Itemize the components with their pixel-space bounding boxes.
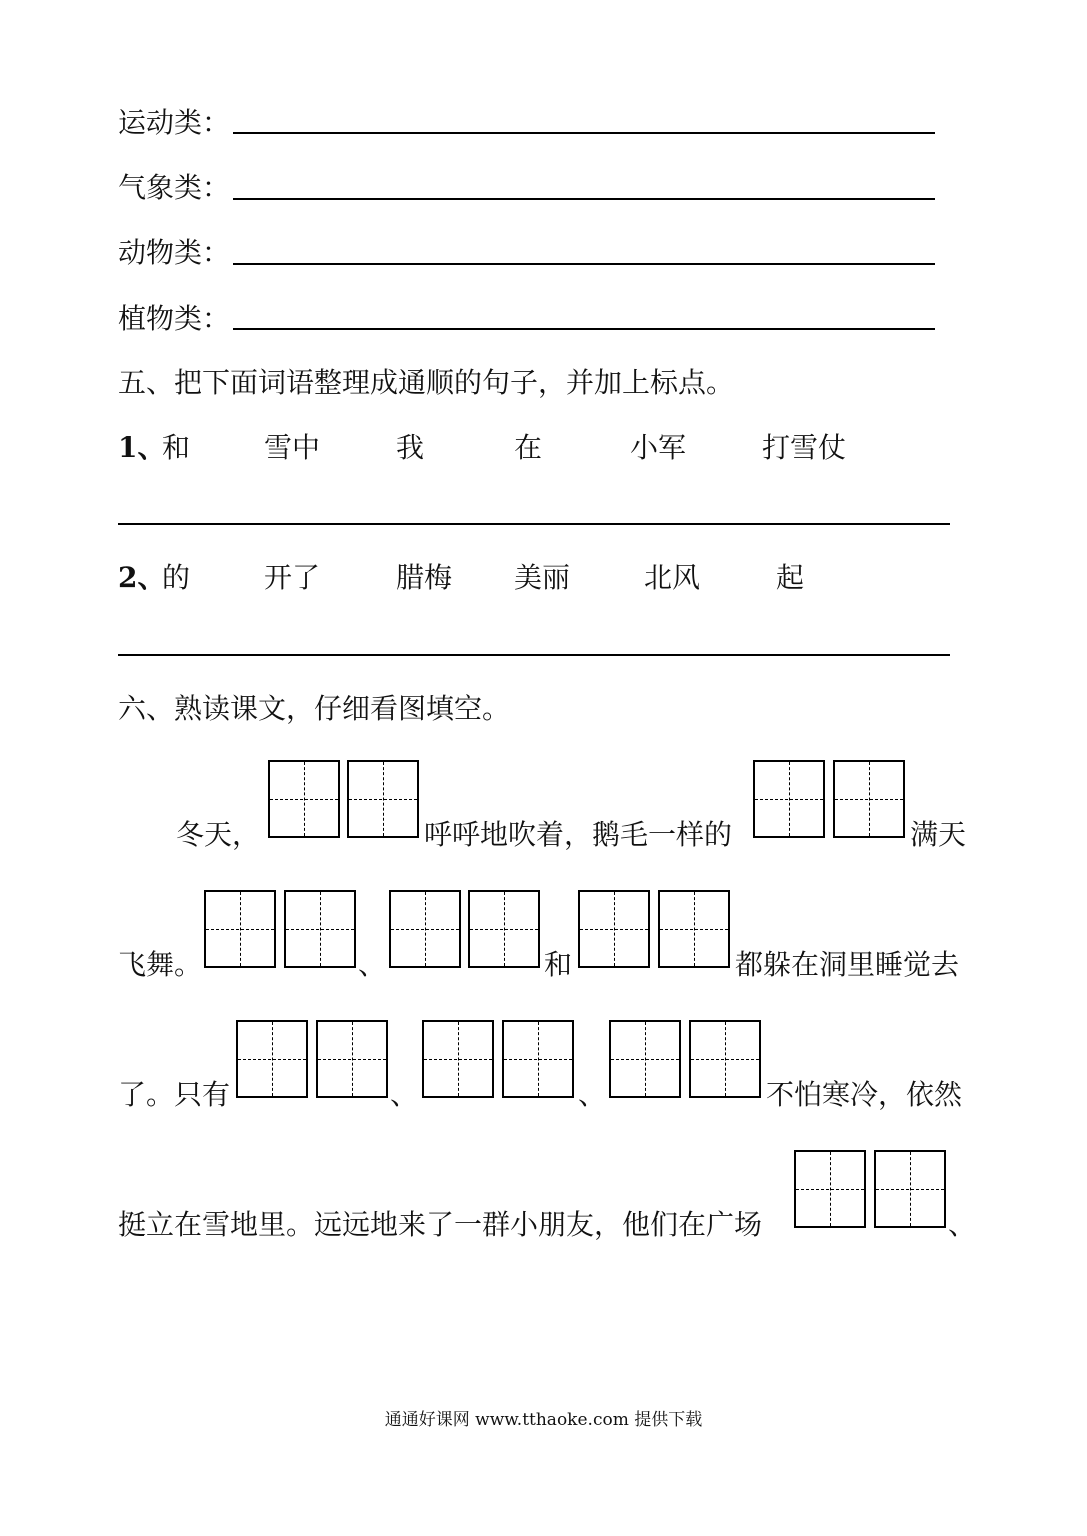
item1-word: 我 bbox=[396, 431, 425, 464]
item2-word: 起 bbox=[776, 561, 805, 594]
tianzige-box[interactable] bbox=[689, 1020, 761, 1098]
item2-word: 腊梅 bbox=[396, 561, 453, 594]
tianzige-box[interactable] bbox=[753, 760, 825, 838]
category-label-plants: 植物类： bbox=[118, 302, 231, 335]
tianzige-box[interactable] bbox=[468, 890, 540, 968]
item1-word: 在 bbox=[514, 431, 543, 464]
passage-text: 呼呼地吹着，鹅毛一样的 bbox=[424, 818, 733, 851]
category-label-sports: 运动类： bbox=[118, 106, 231, 139]
tianzige-box[interactable] bbox=[794, 1150, 866, 1228]
answer-line-weather[interactable] bbox=[233, 198, 935, 200]
answer-line-sports[interactable] bbox=[233, 132, 935, 134]
tianzige-box[interactable] bbox=[236, 1020, 308, 1098]
item2-word: 开了 bbox=[264, 561, 321, 594]
item2-word: 美丽 bbox=[514, 561, 571, 594]
separator: 、 bbox=[578, 1078, 607, 1111]
item1-word: 和 bbox=[162, 431, 191, 464]
answer-line-plants[interactable] bbox=[233, 328, 935, 330]
tianzige-box[interactable] bbox=[316, 1020, 388, 1098]
item1-word: 打雪仗 bbox=[762, 431, 847, 464]
item1-number: 1、 bbox=[118, 431, 166, 464]
section6-heading: 六、熟读课文，仔细看图填空。 bbox=[118, 692, 511, 725]
category-label-animals: 动物类： bbox=[118, 236, 231, 269]
item2-word: 北风 bbox=[644, 561, 701, 594]
passage-text: 挺立在雪地里。远远地来了一群小朋友，他们在广场 bbox=[118, 1208, 763, 1241]
item1-word: 小军 bbox=[630, 431, 687, 464]
tianzige-box[interactable] bbox=[658, 890, 730, 968]
separator: 和 bbox=[544, 948, 573, 981]
tianzige-box[interactable] bbox=[204, 890, 276, 968]
passage-text: 了。只有 bbox=[118, 1078, 231, 1111]
tianzige-box[interactable] bbox=[422, 1020, 494, 1098]
tianzige-box[interactable] bbox=[347, 760, 419, 838]
item1-answer-line[interactable] bbox=[118, 523, 950, 525]
passage-text: 冬天， bbox=[176, 818, 261, 851]
passage-text: 都躲在洞里睡觉去 bbox=[735, 948, 960, 981]
item2-number: 2、 bbox=[118, 561, 166, 594]
tianzige-box[interactable] bbox=[833, 760, 905, 838]
separator: 、 bbox=[390, 1078, 419, 1111]
separator: 、 bbox=[948, 1208, 977, 1241]
item2-word: 的 bbox=[162, 561, 191, 594]
tianzige-box[interactable] bbox=[874, 1150, 946, 1228]
separator: 、 bbox=[358, 948, 387, 981]
passage-text: 飞舞。 bbox=[118, 948, 203, 981]
tianzige-box[interactable] bbox=[502, 1020, 574, 1098]
item2-answer-line[interactable] bbox=[118, 654, 950, 656]
category-label-weather: 气象类： bbox=[118, 171, 231, 204]
section5-heading: 五、把下面词语整理成通顺的句子，并加上标点。 bbox=[118, 366, 735, 399]
passage-text: 不怕寒冷，依然 bbox=[766, 1078, 963, 1111]
answer-line-animals[interactable] bbox=[233, 263, 935, 265]
tianzige-box[interactable] bbox=[578, 890, 650, 968]
tianzige-box[interactable] bbox=[389, 890, 461, 968]
tianzige-box[interactable] bbox=[609, 1020, 681, 1098]
tianzige-box[interactable] bbox=[268, 760, 340, 838]
item1-word: 雪中 bbox=[264, 431, 321, 464]
tianzige-box[interactable] bbox=[284, 890, 356, 968]
passage-text: 满天 bbox=[910, 818, 967, 851]
footer-text: 通通好课网 www.tthaoke.com 提供下载 bbox=[384, 1410, 703, 1430]
